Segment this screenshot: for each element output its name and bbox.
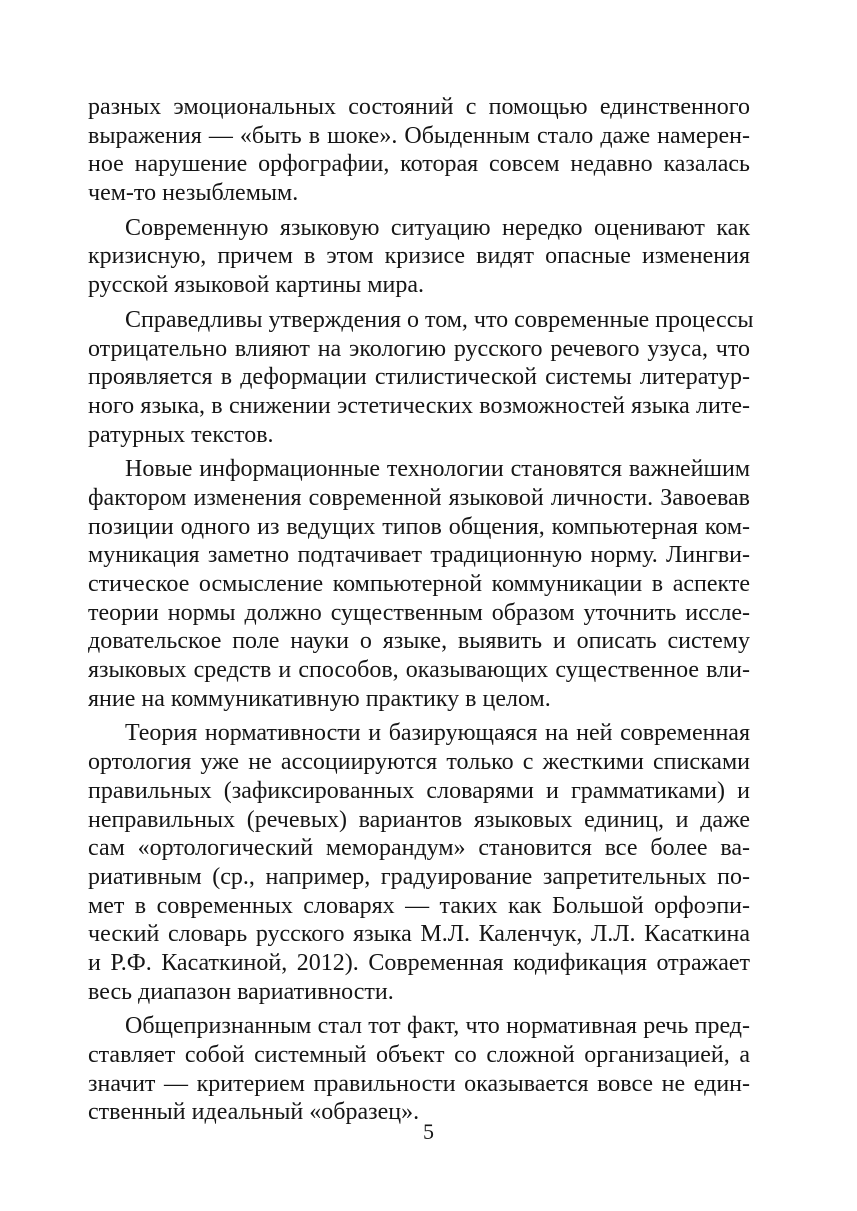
text-line: правильных (зафиксированных словарями и грамматиками) и [88,777,750,804]
text-line: выражения — «быть в шоке». Обыденным стало даже намерен- [88,122,750,149]
text-line: и Р.Ф. Касаткиной, 2012). Современная кодификация отражает [88,949,750,976]
text-line: ортология уже не ассоциируются только с жесткими списками [88,749,750,776]
text-line: Теория нормативности и базирующаяся на ней современная [125,720,750,747]
paragraph-2 [88,214,750,300]
text-line: ческий словарь русского языка М.Л. Каленчук, Л.Л. Касаткина [88,921,750,948]
text-line: ного языка, в снижении эстетических возможностей языка лите- [88,392,750,419]
paragraph-4 [88,455,750,713]
text-line: ставляет собой системный объект со сложной организацией, а [88,1042,750,1068]
paragraph-3 [88,306,754,449]
text-line: Новые информационные технологии становятся важнейшим [125,456,750,483]
text-line: языковых средств и способов, оказывающих существенное вли- [88,657,750,684]
text-line: Справедливы утверждения о том, что современные процессы [125,306,754,333]
text-line: русской языковой картины мира. [88,272,424,299]
text-line: довательское поле науки о языке, выявить и описать систему [88,628,750,655]
text-line: кризисную, причем в этом кризисе видят опасные изменения [88,243,750,270]
text-line: значит — критерием правильности оказывается вовсе не един- [88,1070,750,1097]
text-line: весь диапазон вариативности. [88,978,394,1005]
text-line: муникация заметно подтачивает традиционную норму. Лингви- [88,542,750,569]
text-line: ратурных текстов. [88,421,274,448]
text-line: риативным (ср., например, градуирование запретительных по- [88,863,750,890]
text-line: позиции одного из ведущих типов общения, компьютерная ком- [88,513,750,540]
text-line: мет в современных словарях — таких как Большой орфоэпи- [88,892,750,919]
text-line: Современную языковую ситуацию нередко оценивают как [125,214,750,241]
paragraph-1 [88,93,750,208]
page-body [88,93,754,1127]
text-line: неправильных (речевых) вариантов языковых единиц, и даже [88,806,750,833]
text-line: фактором изменения современной языковой личности. Завоевав [88,484,750,511]
text-line: чем-то незыблемым. [88,180,299,207]
text-line: ное нарушение орфографии, которая совсем недавно казалась [88,151,750,178]
text-line: проявляется в деформации стилистической системы литератур- [88,364,750,391]
text-line: стическое осмысление компьютерной коммуникации в аспекте [88,571,750,597]
text-line: теории нормы должно существенным образом уточнить иссле- [88,599,750,626]
page-number: 5 [423,1119,434,1144]
text-line: отрицательно влияют на экологию русского речевого узуса, что [88,335,750,362]
text-line: сам «ортологический меморандум» становится все более ва- [88,835,750,862]
text-line: ственный идеальный «образец». [88,1099,420,1126]
paragraph-6 [88,1012,750,1127]
paragraph-5 [88,719,750,1006]
text-line: яние на коммуникативную практику в целом. [88,685,551,712]
text-line: разных эмоциональных состояний с помощью единственного [88,94,750,120]
text-line: Общепризнанным стал тот факт, что нормативная речь пред- [125,1013,750,1040]
